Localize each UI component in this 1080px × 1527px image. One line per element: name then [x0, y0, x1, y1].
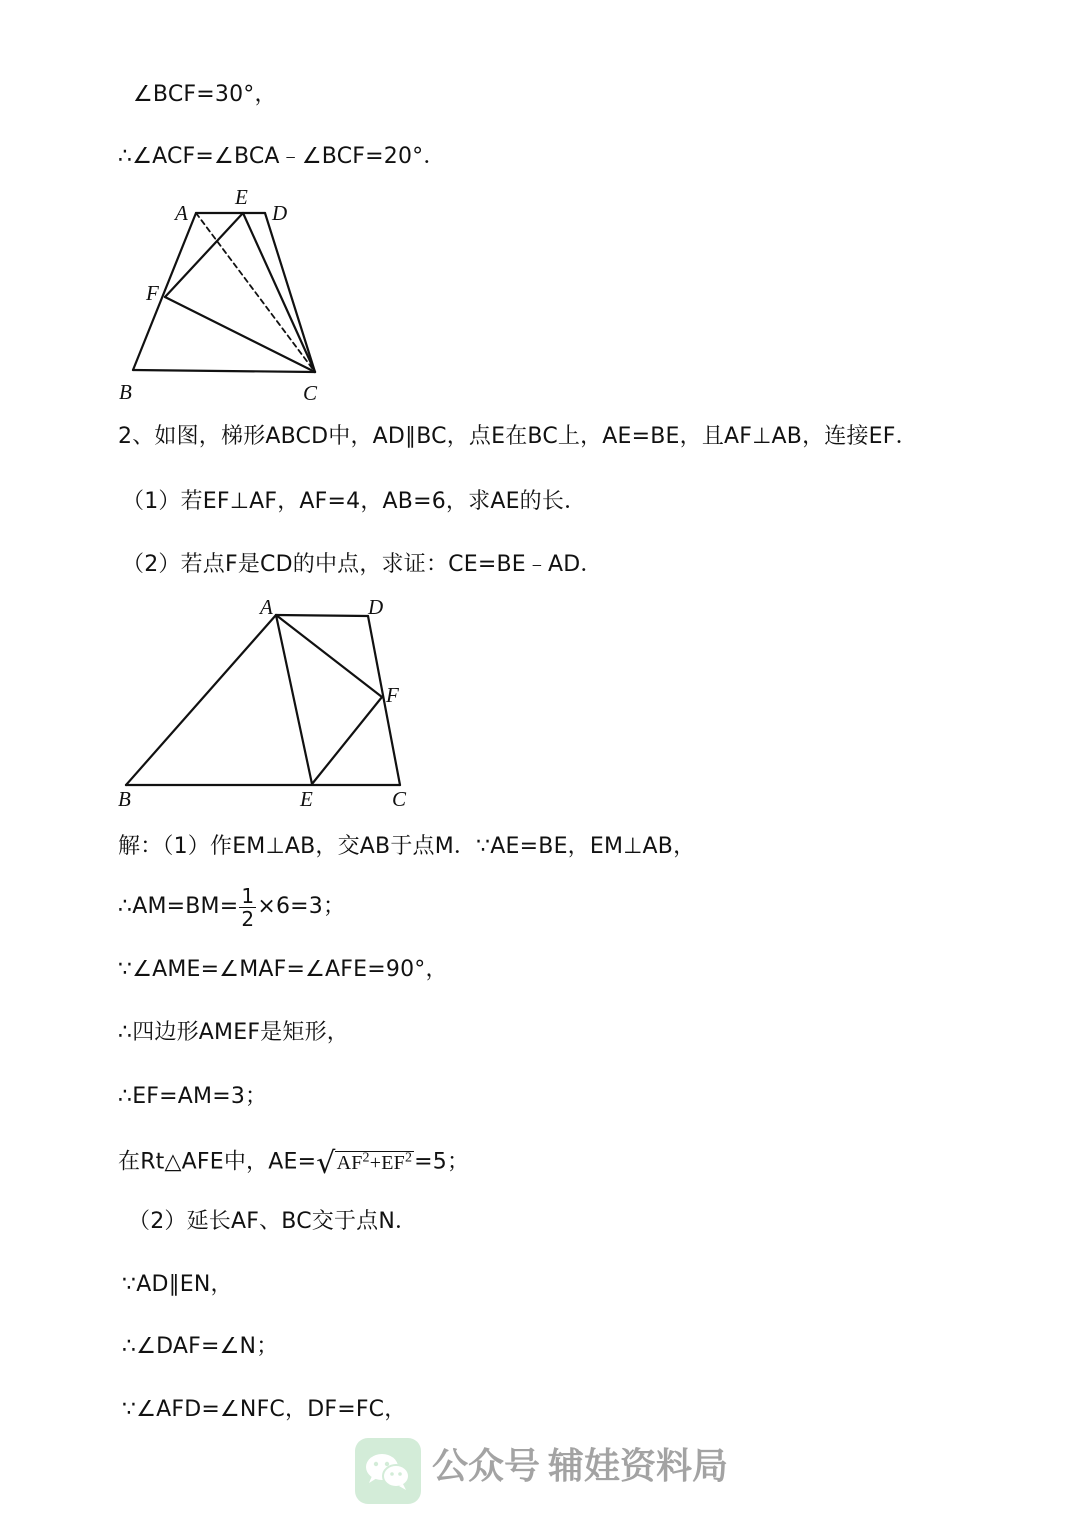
- square-root-radicand: [335, 1151, 415, 1174]
- figure1-segment-dc: [265, 213, 315, 372]
- figure1-segment-bc: [133, 370, 315, 372]
- problem-part-1: （1）若EF⊥AF，AF=4，AB=6，求AE的长．: [122, 489, 587, 514]
- fraction-numerator: 1: [241, 883, 255, 908]
- solution-step-2: [118, 883, 345, 931]
- figure1-label-f: F: [146, 281, 159, 305]
- watermark-account-name: 辅娃资料局: [548, 1446, 729, 1487]
- solution-step-2-prefix: ∴AM=BM=: [118, 894, 239, 919]
- radicand-term-af: AF: [336, 1151, 363, 1174]
- watermark-label: 公众号: [432, 1446, 541, 1487]
- figure1-label-d: D: [272, 201, 288, 225]
- fraction-denominator: 2: [241, 906, 255, 931]
- figure1-label-b: B: [119, 380, 132, 404]
- solution-line-bcf: ∠BCF=30°，: [133, 82, 277, 107]
- solution-step-8: ∵AD∥EN，: [122, 1272, 233, 1297]
- solution-step-6: [118, 1145, 470, 1181]
- radicand-plus: +: [369, 1151, 382, 1174]
- figure1-segment-fe: [165, 213, 243, 297]
- figure1-segment-ab: [133, 213, 196, 370]
- figure1-label-a: A: [175, 201, 188, 225]
- figure2-segment-ad: [276, 615, 368, 616]
- figure2-segment-ae: [276, 615, 312, 784]
- figure2-segment-ab: [126, 615, 276, 785]
- figure1-label-c: C: [303, 381, 318, 405]
- solution-step-10: ∵∠AFD=∠NFC，DF=FC，: [122, 1397, 407, 1422]
- figure2-label-c: C: [392, 787, 407, 811]
- figure2-label-a: A: [260, 595, 273, 619]
- solution-step-3: ∵∠AME=∠MAF=∠AFE=90°，: [118, 957, 448, 982]
- square-root-sign: √: [316, 1145, 336, 1181]
- figure2-segment-ef: [312, 697, 382, 784]
- figure2-label-d: D: [368, 595, 384, 619]
- figure1-segment-fc: [165, 297, 315, 372]
- figure2-trapezoid-diagram: [110, 590, 420, 815]
- solution-step-9: ∴∠DAF=∠N；: [122, 1334, 279, 1359]
- solution-step-1: 解：（1）作EM⊥AB，交AB于点M．∵AE=BE，EM⊥AB，: [118, 834, 696, 859]
- figure2-label-b: B: [118, 787, 131, 811]
- radicand-exponent-2: 2: [404, 1150, 413, 1165]
- radicand-exponent-1: 2: [362, 1150, 370, 1165]
- solution-step-6-suffix: =5；: [414, 1149, 470, 1175]
- figure1-label-e: E: [235, 185, 248, 209]
- solution-line-acf: ∴∠ACF=∠BCA﹣∠BCF=20°．: [118, 144, 446, 169]
- radicand-term-ef: EF: [381, 1151, 405, 1174]
- solution-step-6-prefix: 在Rt△AFE中，AE=: [118, 1149, 317, 1175]
- figure1-trapezoid-diagram: [100, 185, 340, 410]
- solution-step-5: ∴EF=AM=3；: [118, 1084, 268, 1109]
- figure1-segment-ac-dashed: [196, 213, 315, 372]
- figure2-label-f: F: [386, 683, 399, 707]
- fraction-one-half: [239, 885, 256, 930]
- solution-step-4: ∴四边形AMEF是矩形，: [118, 1020, 349, 1045]
- solution-step-2-suffix: ×6=3；: [257, 894, 346, 919]
- figure2-label-e: E: [300, 787, 313, 811]
- problem-statement: 2、如图，梯形ABCD中，AD∥BC，点E在BC上，AE=BE，且AF⊥AB，连接EF．: [118, 424, 918, 449]
- problem-part-2: （2）若点F是CD的中点，求证：CE=BE﹣AD．: [122, 552, 603, 577]
- figure1-segment-ec: [243, 213, 315, 372]
- solution-step-7: （2）延长AF、BC交于点N．: [128, 1209, 418, 1234]
- wechat-icon: [355, 1438, 421, 1504]
